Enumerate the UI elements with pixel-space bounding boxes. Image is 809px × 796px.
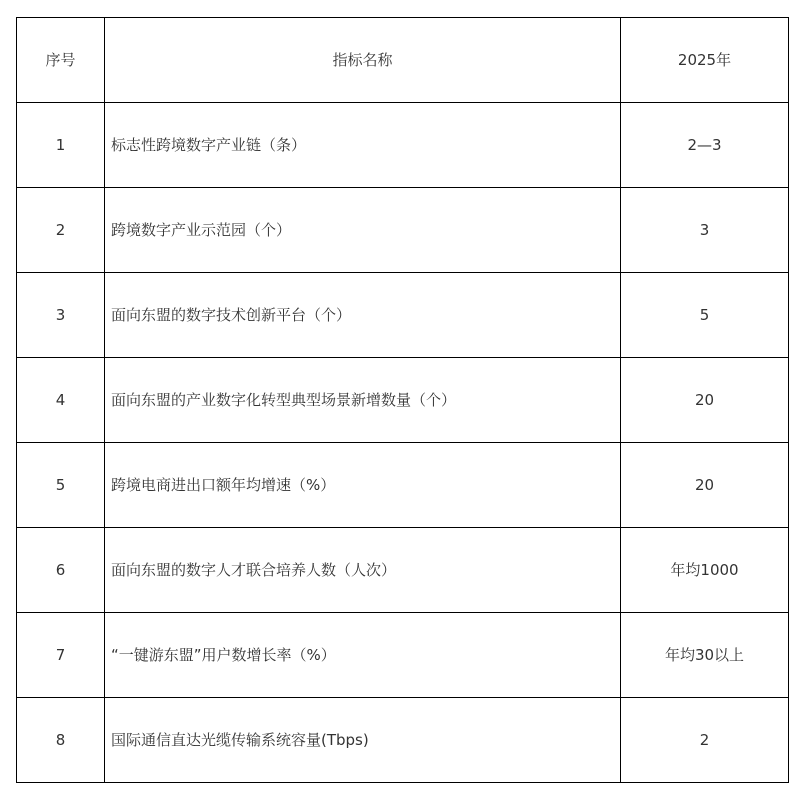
row-index: 8: [17, 698, 105, 783]
row-value: 2—3: [621, 103, 789, 188]
table-row: [17, 358, 789, 443]
row-name: 面向东盟的产业数字化转型典型场景新增数量（个）: [105, 358, 621, 443]
indicator-table: [16, 17, 789, 783]
table-row: [17, 273, 789, 358]
row-name: 跨境数字产业示范园（个）: [105, 188, 621, 273]
row-name: “一键游东盟”用户数增长率（%）: [105, 613, 621, 698]
header-index: 序号: [17, 18, 105, 103]
row-index: 4: [17, 358, 105, 443]
row-name: 国际通信直达光缆传输系统容量(Tbps): [105, 698, 621, 783]
indicator-table-container: [16, 17, 789, 783]
row-index: 3: [17, 273, 105, 358]
table-row: [17, 698, 789, 783]
table-row: [17, 613, 789, 698]
row-value: 2: [621, 698, 789, 783]
table-header: [17, 18, 789, 103]
row-value: 20: [621, 443, 789, 528]
row-name: 面向东盟的数字技术创新平台（个）: [105, 273, 621, 358]
row-index: 6: [17, 528, 105, 613]
table-row: [17, 188, 789, 273]
row-value: 20: [621, 358, 789, 443]
table-row: [17, 528, 789, 613]
header-value: 2025年: [621, 18, 789, 103]
row-index: 1: [17, 103, 105, 188]
table-row: [17, 103, 789, 188]
row-name: 跨境电商进出口额年均增速（%）: [105, 443, 621, 528]
table-body: [17, 103, 789, 783]
header-name: 指标名称: [105, 18, 621, 103]
row-value: 5: [621, 273, 789, 358]
row-index: 7: [17, 613, 105, 698]
row-index: 5: [17, 443, 105, 528]
row-name: 面向东盟的数字人才联合培养人数（人次）: [105, 528, 621, 613]
row-name: 标志性跨境数字产业链（条）: [105, 103, 621, 188]
table-header-row: [17, 18, 789, 103]
row-index: 2: [17, 188, 105, 273]
row-value: 年均30以上: [621, 613, 789, 698]
row-value: 3: [621, 188, 789, 273]
row-value: 年均1000: [621, 528, 789, 613]
table-row: [17, 443, 789, 528]
